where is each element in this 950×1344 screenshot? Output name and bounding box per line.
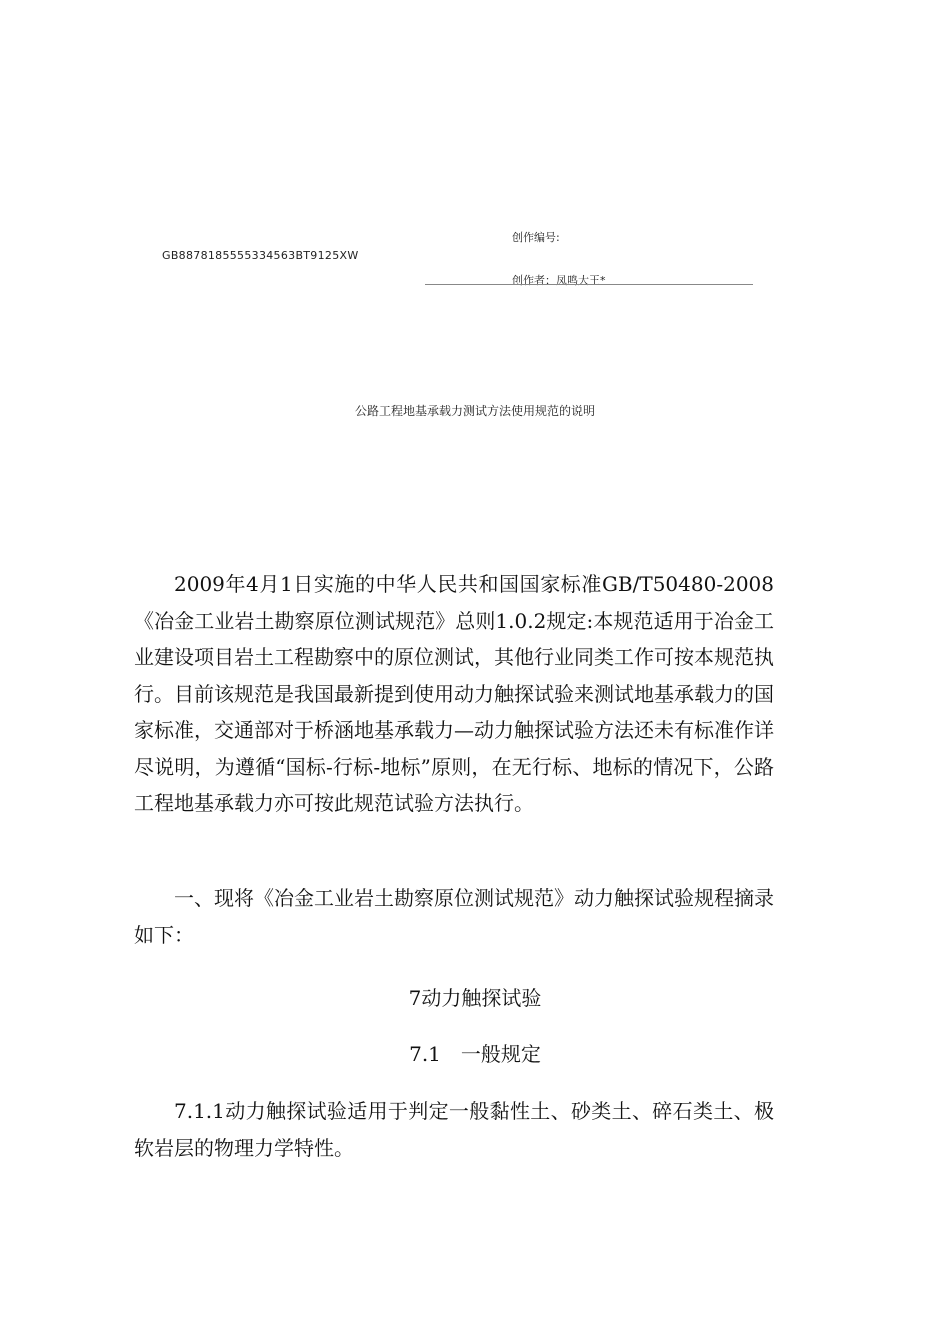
section-7-1-heading: 7.1 一般规定: [409, 1042, 541, 1066]
document-title: 公路工程地基承载力测试方法使用规范的说明: [354, 404, 595, 418]
header-divider: [425, 284, 753, 285]
serial-code: GB8878185555334563BT9125XW: [162, 249, 359, 262]
rule-7-1-1-paragraph: 7.1.1动力触探试验适用于判定一般黏性土、砂类土、碎石类土、极软岩层的物理力学特性。: [134, 1099, 774, 1160]
section-7-heading: 7动力触探试验: [408, 986, 542, 1010]
code-number-label: 创作编号:: [512, 231, 560, 244]
intro-paragraph: 2009年4月1日实施的中华人民共和国国家标准GB/T50480-2008《冶金工业岩土勘察原位测试规范》总则1.0.2规定:本规范适用于冶金工业建设项目岩土工程勘察中的原位测试，其他行业同类工作可按本规范执行。目前该规范是我国最新提到使用动力触探试验来测试地基承载力的国家标准，交通部对于桥涵地基承载力—动力触探试验方法还未有标准作详尽说明，为遵循“国标-行标-地标”原则，在无行标、地标的情况下，公路工程地基承载力亦可按此规范试验方法执行。: [134, 572, 774, 815]
section-one-paragraph: 一、现将《冶金工业岩土勘察原位测试规范》动力触探试验规程摘录如下：: [134, 886, 774, 947]
author-line: 创作者：凤鸣大王*: [512, 274, 606, 287]
